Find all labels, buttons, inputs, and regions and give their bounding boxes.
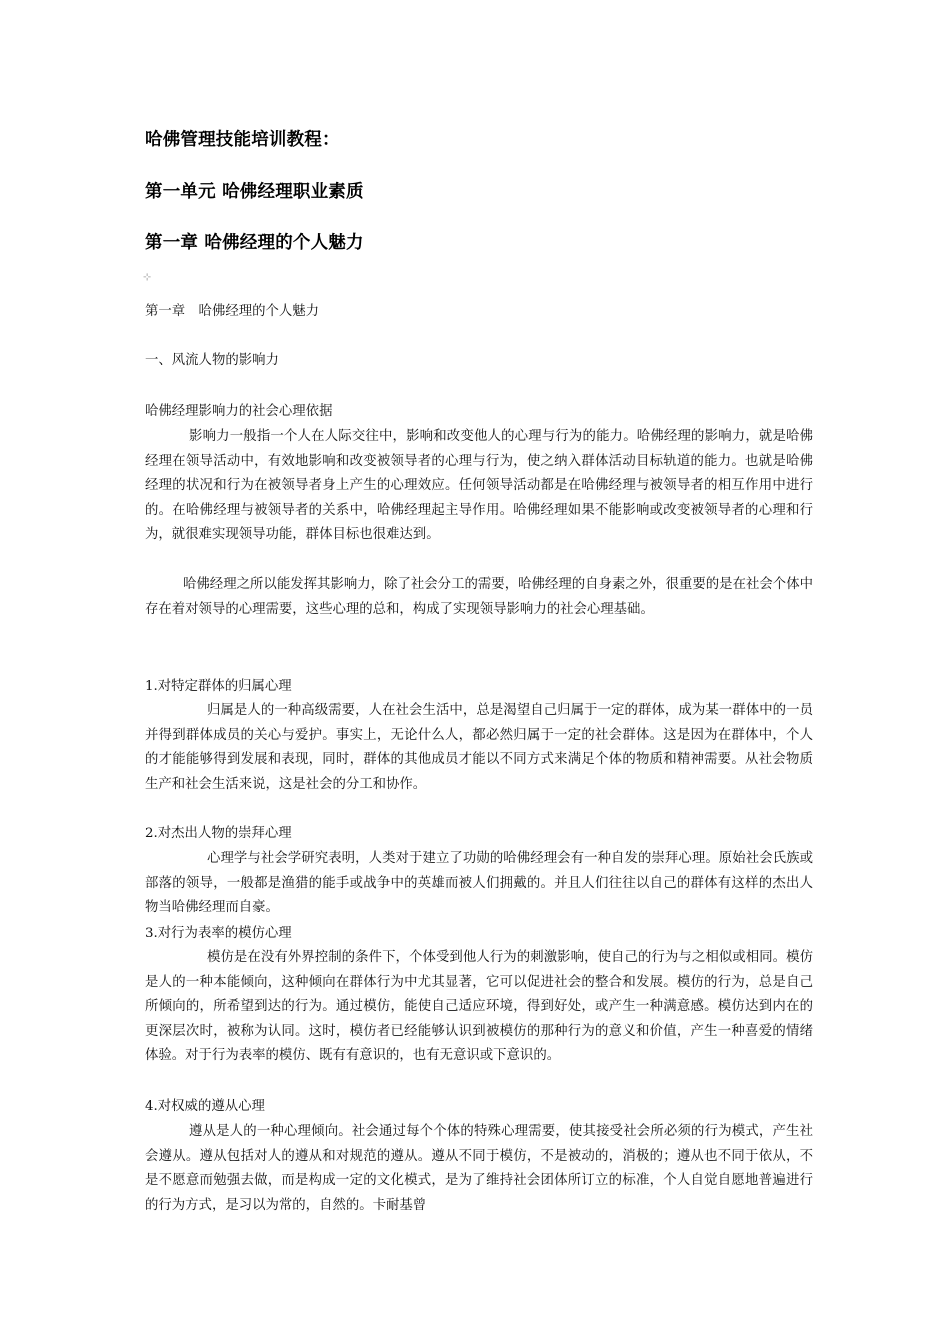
item-4-title: 4.对权威的遵从心理 bbox=[145, 1099, 265, 1114]
item-4-text: 遵从是人的一种心理倾向。社会通过每个个体的特殊心理需要，使其接受社会所必须的行为模式，产生社会遵从。遵从包括对人的遵从和对规范的遵从。遵从不同于模仿，不是被动的，消极的；遵从也不同于依从，不是不愿意而勉强去做，而是构成一定的文化模式，是为了维持社会团体所订立的标准，个人自觉自愿地普遍进行的行为方式，是习以为常的，自然的。卡耐基曾 bbox=[145, 1124, 813, 1213]
subsection-heading: 哈佛经理影响力的社会心理依据 bbox=[145, 404, 333, 419]
chapter-line: 第一章 哈佛经理的个人魅力 bbox=[145, 304, 320, 319]
paragraph-1: 影响力一般指一个人在人际交往中，影响和改变他人的心理与行为的能力。哈佛经理的影响力，就是哈佛经理在领导活动中，有效地影响和改变被领导者的心理与行为，使之纳入群体活动目标轨道的能力。也就是哈佛经理的状况和行为在被领导者身上产生的心理效应。任何领导活动都是在哈佛经理与被领导者的相互作用中进行的。在哈佛经理与被领导者的关系中，哈佛经理起主导作用。哈佛经理如果不能影响或改变被领导者的心理和行为，就很难实现领导功能，群体目标也很难达到。 bbox=[145, 429, 813, 542]
document-title: 哈佛管理技能培训教程： bbox=[145, 130, 340, 150]
anchor-icon: ⊹ bbox=[143, 272, 152, 283]
chapter-heading: 第一章 哈佛经理的个人魅力 bbox=[145, 233, 364, 253]
item-1-title: 1.对特定群体的归属心理 bbox=[145, 679, 292, 694]
section-heading: 一、风流人物的影响力 bbox=[145, 353, 279, 368]
unit-heading: 第一单元 哈佛经理职业素质 bbox=[145, 182, 364, 202]
item-3-text: 模仿是在没有外界控制的条件下，个体受到他人行为的刺激影响，使自己的行为与之相似或相同。模仿是人的一种本能倾向，这种倾向在群体行为中尤其显著，它可以促进社会的整合和发展。模仿的行为，总是自己所倾向的，所希望到达的行为。通过模仿，能使自己适应环境，得到好处，或产生一种满意感。模仿达到内在的更深层次时，被称为认同。这时，模仿者已经能够认识到被模仿的那种行为的意义和价值，产生一种喜爱的情绪体验。对于行为表率的模仿、既有有意识的，也有无意识或下意识的。 bbox=[145, 950, 813, 1063]
item-2-text: 心理学与社会学研究表明，人类对于建立了功勋的哈佛经理会有一种自发的崇拜心理。原始社会氏族或部落的领导，一般都是渔猎的能手或战争中的英雄而被人们拥戴的。并且人们往往以自己的群体有这样的杰出人物当哈佛经理而自豪。 bbox=[145, 851, 813, 915]
item-2-title: 2.对杰出人物的崇拜心理 bbox=[145, 826, 292, 841]
paragraph-2: 哈佛经理之所以能发挥其影响力，除了社会分工的需要，哈佛经理的自身素之外，很重要的是在社会个体中存在着对领导的心理需要，这些心理的总和，构成了实现领导影响力的社会心理基础。 bbox=[145, 577, 813, 617]
item-1-text: 归属是人的一种高级需要，人在社会生活中，总是渴望自己归属于一定的群体，成为某一群体中的一员并得到群体成员的关心与爱护。事实上，无论什么人，都必然归属于一定的社会群体。这是因为在群体中，个人的才能能够得到发展和表现，同时，群体的其他成员才能以不同方式来满足个体的物质和精神需要。从社会物质生产和社会生活来说，这是社会的分工和协作。 bbox=[145, 703, 813, 792]
item-3-title: 3.对行为表率的模仿心理 bbox=[145, 926, 292, 941]
